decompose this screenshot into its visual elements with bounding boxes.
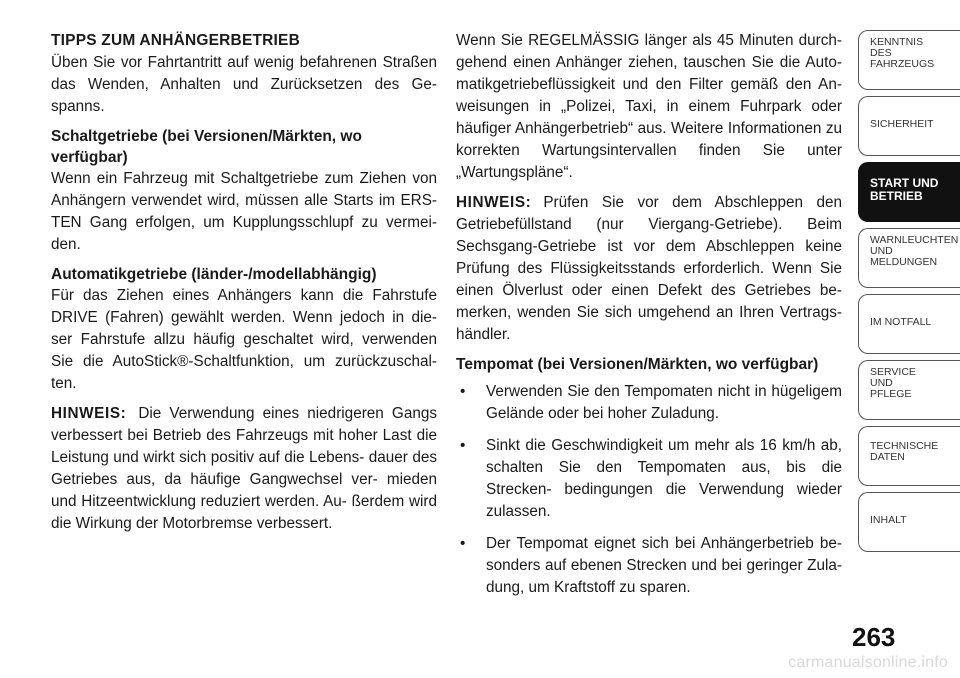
tab-inhalt[interactable]	[858, 492, 960, 552]
left-column	[51, 30, 437, 543]
subheading-cruise-control: Tempomat (bei Versionen/Märkten, wo verfügbar)	[456, 356, 819, 373]
service-paragraph: Wenn Sie REGELMÄSSIG länger als 45 Minuten durch- gehend einen Anhänger ziehen, tauschen Sie die Auto- matikgetriebeflüssigkeit und den Filter gemäß den An- weisungen in „Polizei, Taxi, in einem Fuhrpark oder häufiger Anhängerbetrieb“ aus. Weitere Informationen zu korrekten Wartungsintervallen finden Sie unter „Wartungspläne“.	[456, 32, 842, 181]
tab-label: SERVICE UND PFLEGE	[870, 366, 916, 400]
tab-start-und-betrieb[interactable]	[858, 162, 960, 222]
note-paragraph-right	[456, 192, 842, 346]
tab-label: SICHERHEIT	[870, 118, 934, 130]
note-label: HINWEIS:	[456, 194, 532, 211]
right-column	[456, 30, 842, 609]
note-paragraph-left	[51, 403, 437, 535]
tab-label: IM NOTFALL	[870, 316, 932, 328]
tab-im-notfall[interactable]	[858, 294, 960, 354]
list-item: • Sinkt die Geschwindigkeit um mehr als 16 km/h ab, schalten Sie den Tempomaten aus, bis die Strecken- bedingungen die Verwendung wieder zulassen.	[456, 435, 842, 523]
intro-paragraph: Üben Sie vor Fahrtantritt auf wenig befahrenen Straßen das Wenden, Anhalten und Zurücksetzen des Ge- spanns.	[51, 54, 437, 115]
tab-warnleuchten-und-meldungen[interactable]	[858, 228, 960, 288]
list-item: • Der Tempomat eignet sich bei Anhängerbetrieb be- sonders auf ebenen Strecken und bei geringer Zula- dung, um Kraftstoff zu sparen.	[456, 533, 842, 599]
tab-sicherheit[interactable]	[858, 96, 960, 156]
tab-technische-daten[interactable]	[858, 426, 960, 486]
tab-label: START UND BETRIEB	[870, 176, 939, 203]
manual-gearbox-paragraph: Wenn ein Fahrzeug mit Schaltgetriebe zum Ziehen von Anhängern verwendet wird, müssen alle Starts im ERS- TEN Gang erfolgen, um Kupplungsschlupf zu vermei- den.	[51, 170, 437, 253]
chapter-tab-sidebar	[858, 30, 960, 558]
cruise-bullet-list	[456, 381, 842, 599]
section-heading-tipps: TIPPS ZUM ANHÄNGERBETRIEB	[51, 32, 300, 49]
watermark: carmanualsonline.info	[788, 654, 948, 671]
tab-kenntnis-des-fahrzeugs[interactable]	[858, 30, 960, 90]
note-text: Prüfen Sie vor dem Abschleppen den Getriebefüllstand (nur Viergang-Getriebe). Beim Sechsgang-Getriebe ist vor dem Abschleppen keine Prüfung des Flüssigkeitsstands erforderlich. Wenn Sie einen Ölverlust oder einen Defekt des Getriebes be- merken, wenden Sie sich umgehend an Ihren Vertrags- händler.	[456, 194, 842, 343]
automatic-gearbox-paragraph: Für das Ziehen eines Anhängers kann die Fahrstufe DRIVE (Fahren) gewählt werden. Wenn jedoch in die- ser Fahrstufe allzu häufig geschaltet wird, verwenden Sie die AutoStick®-Schaltfunktion, um zurückzuschal- ten.	[51, 287, 437, 392]
note-text: Die Verwendung eines niedrigeren Gangs verbessert bei Betrieb des Fahrzeugs mit hoher Last die Leistung und wirkt sich positiv auf die Lebens- dauer des Getriebes aus, da häufige Gangwechsel ver- mieden und Hitzeentwicklung reduziert werden. Au- ßerdem wird die Wirkung der Motorbremse verbessert.	[51, 405, 437, 532]
page-number: 263	[852, 622, 896, 652]
tab-label: KENNTNIS DES FAHRZEUGS	[870, 36, 935, 70]
subheading-automatic-gearbox: Automatikgetriebe (länder-/modellabhängig)	[51, 266, 377, 283]
note-label: HINWEIS:	[51, 405, 127, 422]
subheading-manual-gearbox: Schaltgetriebe (bei Versionen/Märkten, wo verfügbar)	[51, 128, 362, 166]
list-item: • Verwenden Sie den Tempomaten nicht in hügeligem Gelände oder bei hoher Zuladung.	[456, 381, 842, 425]
tab-label: INHALT	[870, 514, 907, 526]
tab-label: WARNLEUCHTEN UND MELDUNGEN	[870, 234, 959, 268]
tab-service-und-pflege[interactable]	[858, 360, 960, 420]
tab-label: TECHNISCHE DATEN	[870, 440, 939, 463]
